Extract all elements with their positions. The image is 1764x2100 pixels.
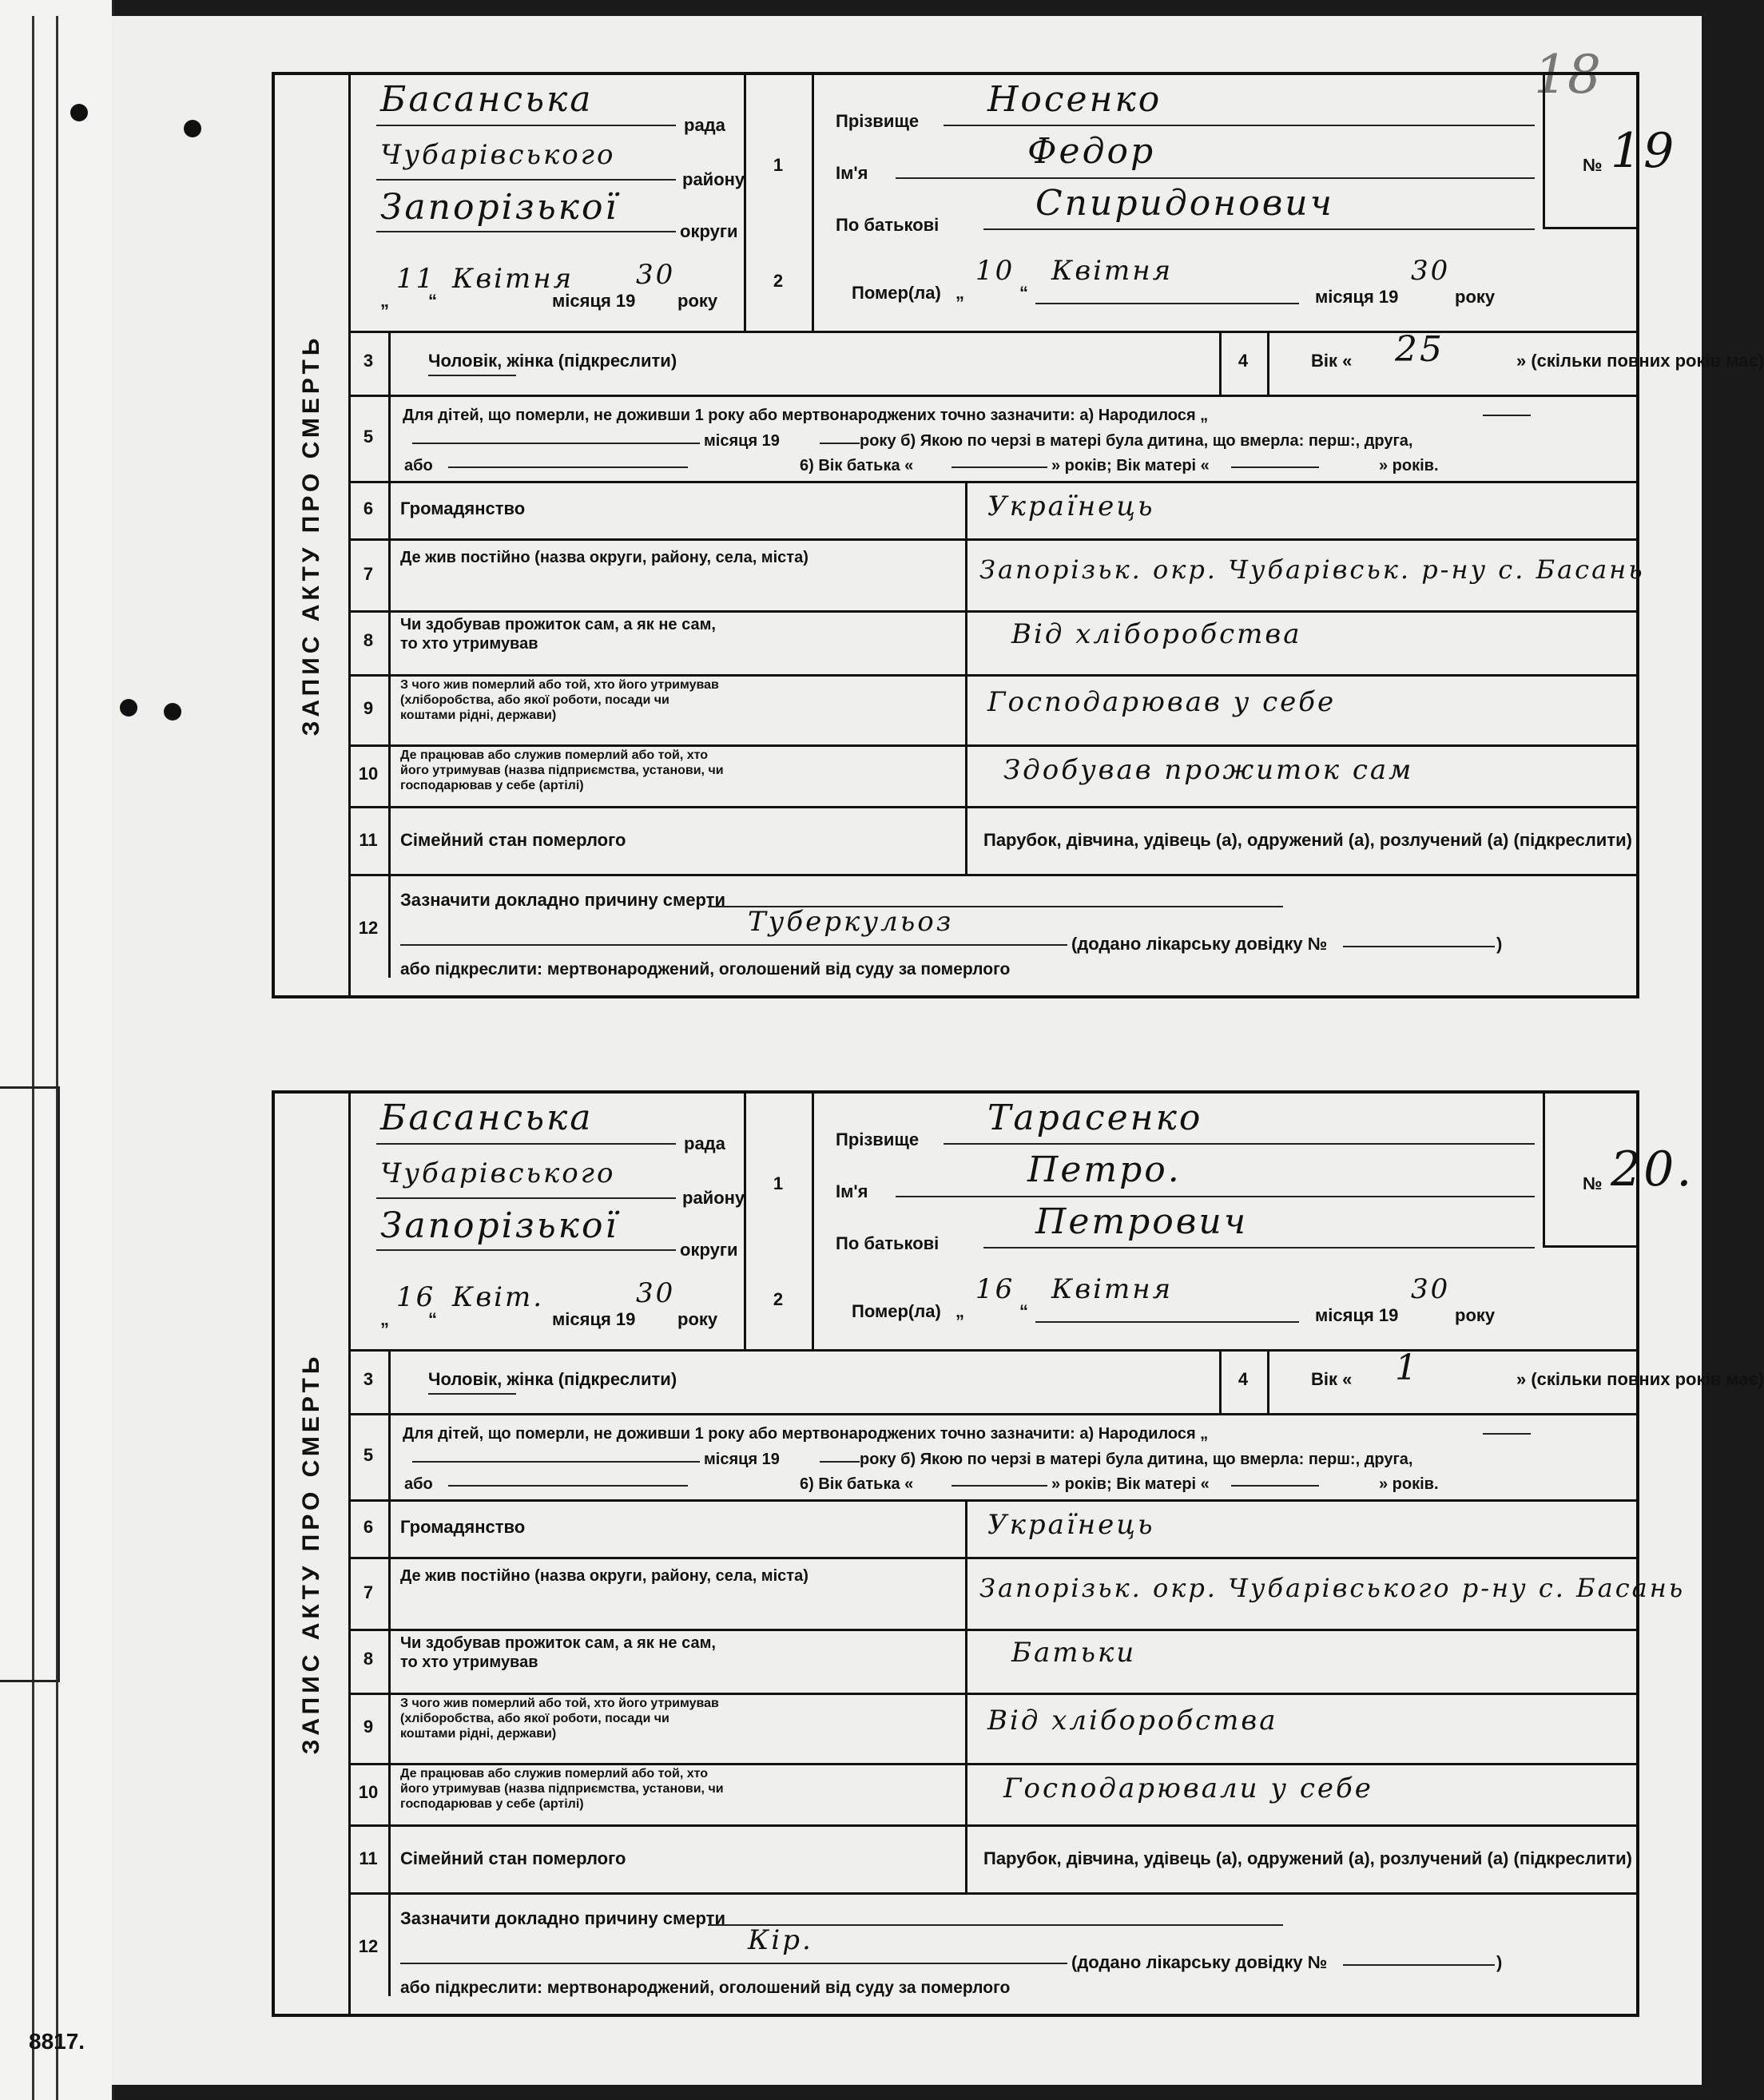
row-number: 3 (363, 351, 374, 371)
children-line-3c: » років; Вік матері « (1051, 1475, 1210, 1493)
grid-rule-horizontal (348, 744, 1636, 747)
grid-rule-vertical (388, 1892, 391, 1996)
grid-rule-horizontal (1543, 227, 1636, 229)
okruha-label: округи (680, 221, 738, 241)
died-misyatsia-label: місяця 19 (1315, 1305, 1399, 1325)
fill-line (376, 231, 676, 232)
fill-line (376, 1197, 676, 1199)
source-handwritten: Господарював у себе (987, 686, 1337, 718)
residence-handwritten: Запорізьк. окр. Чубарівськ. р-ну с. Басань (979, 554, 1645, 585)
cause-label: Зазначити докладно причину смерти (400, 1908, 725, 1928)
punch-hole (184, 120, 201, 137)
fill-line (983, 1247, 1535, 1248)
punch-hole (120, 699, 137, 717)
row-number: 1 (773, 155, 784, 175)
age-handwritten: 25 (1395, 329, 1444, 370)
stillborn-note: або підкреслити: мертвонароджений, оголошений від суду за померлого (400, 1979, 1011, 1997)
punch-hole (164, 703, 181, 721)
row-number: 12 (358, 1936, 379, 1956)
citizenship-handwritten: Українець (987, 1509, 1155, 1541)
surname-label: Прізвище (836, 111, 920, 131)
fill-line (1483, 415, 1531, 416)
livelihood-handwritten: Від хліборобства (1011, 618, 1302, 650)
row-number: 4 (1238, 1369, 1249, 1389)
fill-line (1035, 303, 1299, 304)
grid-rule-horizontal (348, 1824, 1636, 1827)
citizenship-handwritten: Українець (987, 490, 1155, 522)
source-label: З чого жив померлий або той, хто його утримував (хліборобства, або якої роботи, посади чи коштами рідні, держави) (400, 678, 719, 722)
grid-rule-vertical (1543, 1094, 1545, 1245)
row-number: 11 (359, 830, 378, 850)
punch-hole (70, 104, 88, 121)
grid-rule-horizontal (348, 610, 1636, 613)
form-side-title (275, 1094, 351, 2014)
registration-month: Квітня (452, 263, 574, 295)
fill-line (1231, 1485, 1319, 1487)
children-line-2b: року б) Якою по черзі в матері була дитина, що вмерла: перш:, друга, (860, 432, 1413, 450)
fill-line (376, 1143, 676, 1145)
registration-roku-label: року (677, 291, 718, 311)
grid-rule-horizontal (348, 538, 1636, 541)
marital-options: Парубок, дівчина, удівець (а), одружений (а), розлучений (а) (підкреслити) (983, 1848, 1632, 1868)
cause-handwritten: Кір. (748, 1924, 813, 1956)
district-label: району (682, 1188, 745, 1208)
grid-rule-vertical (812, 1094, 814, 1349)
fill-line (944, 1143, 1535, 1145)
children-line-2: місяця 19 (704, 1451, 780, 1468)
grid-rule-horizontal (348, 1499, 1636, 1502)
grid-rule-vertical (1267, 331, 1269, 395)
fill-line (400, 944, 1067, 946)
row-number: 3 (363, 1369, 374, 1389)
marital-label: Сімейний стан померлого (400, 1848, 626, 1868)
row-number: 4 (1238, 351, 1249, 371)
form-text: „ (380, 291, 389, 311)
patronymic-handwritten: Петрович (1035, 1201, 1249, 1242)
grid-rule-horizontal (348, 674, 1636, 677)
grid-rule-horizontal (348, 1693, 1636, 1695)
row-number: 9 (363, 1717, 374, 1737)
sex-label: Чоловік, жінка (підкреслити) (428, 1369, 677, 1389)
citizenship-label: Громадянство (400, 1517, 526, 1537)
form-text: “ (428, 1309, 437, 1329)
record-number-handwritten: 20. (1611, 1141, 1694, 1197)
grid-rule-horizontal (348, 481, 1636, 483)
council-label: рада (684, 1133, 725, 1153)
form-text: ЗАПИС АКТУ ПРО СМЕРТЬ (298, 1352, 324, 1755)
okruha-handwritten: Запорізької (380, 187, 619, 228)
grid-rule-horizontal (348, 1349, 1636, 1352)
row-number: 10 (358, 764, 379, 784)
citizenship-label: Громадянство (400, 498, 526, 518)
registration-roku-label: року (677, 1309, 718, 1329)
fill-line (1343, 1964, 1495, 1966)
children-line-3a: або (404, 457, 433, 474)
died-label: Помер(ла) (852, 283, 941, 303)
died-roku-label: року (1455, 287, 1496, 307)
row-number: 9 (363, 698, 374, 718)
died-label: Помер(ла) (852, 1301, 941, 1321)
binding-strip (0, 0, 114, 2100)
registration-year: 30 (636, 1277, 676, 1309)
row-number: 6 (363, 498, 374, 518)
children-line-3d: » років. (1379, 457, 1439, 474)
record-number-handwritten: 19 (1611, 123, 1677, 179)
fill-line (412, 443, 700, 444)
fill-line (376, 1249, 676, 1251)
children-line-3b: 6) Вік батька « (800, 457, 914, 474)
registration-year: 30 (636, 259, 676, 291)
council-handwritten: Басанська (380, 79, 594, 120)
patronymic-label: По батькові (836, 215, 940, 235)
registration-misyatsia-label: місяця 19 (552, 1309, 636, 1329)
doctor-note: (додано лікарську довідку № (1071, 1952, 1328, 1972)
surname-handwritten: Носенко (987, 79, 1162, 120)
fill-line (1035, 1321, 1299, 1323)
residence-label: Де жив постійно (назва округи, району, села, міста) (400, 1567, 808, 1585)
pencil-folio-number: 18 (1534, 44, 1601, 105)
children-line-1: Для дітей, що померли, не доживши 1 року або мертвонароджених точно зазначити: а) Народилося „ (403, 1425, 1209, 1443)
cause-label: Зазначити докладно причину смерти (400, 890, 725, 910)
underlying-page-edge (0, 1086, 60, 1682)
form-text: “ (428, 291, 437, 311)
patronymic-label: По батькові (836, 1233, 940, 1253)
livelihood-label: Чи здобував прожиток сам, а як не сам, то хто утримував (400, 1634, 716, 1671)
fill-line (983, 228, 1535, 230)
grid-rule-vertical (1267, 1349, 1269, 1413)
died-year-handwritten: 30 (1411, 255, 1451, 287)
district-label: району (682, 169, 745, 189)
grid-rule-horizontal (348, 1892, 1636, 1895)
grid-rule-vertical (1219, 1349, 1222, 1413)
children-line-3b: 6) Вік батька « (800, 1475, 914, 1493)
children-line-3c: » років; Вік матері « (1051, 457, 1210, 474)
age-suffix: » (скільки повних років має) (1516, 351, 1764, 371)
fill-line (1231, 466, 1319, 468)
fill-line (376, 125, 676, 126)
fill-line (820, 443, 860, 444)
form-text: “ (1019, 283, 1028, 303)
doctor-note: (додано лікарську довідку № (1071, 934, 1328, 954)
row-number: 10 (358, 1782, 379, 1802)
fill-line (944, 125, 1535, 126)
row-number: 5 (363, 1445, 374, 1465)
binding-line (56, 16, 58, 2100)
fill-line (952, 1485, 1047, 1487)
work-label: Де працював або служив померлий або той, хто його утримував (назва підприємства, установи, чи господарював у себе (артілі) (400, 1767, 724, 1811)
grid-rule-horizontal (348, 1763, 1636, 1765)
fill-line (1483, 1433, 1531, 1435)
fill-line (448, 1485, 688, 1487)
binding-line (32, 16, 34, 2100)
age-suffix: » (скільки повних років має) (1516, 1369, 1764, 1389)
livelihood-label: Чи здобував прожиток сам, а як не сам, то хто утримував (400, 616, 716, 653)
grid-rule-vertical (965, 481, 967, 874)
form-text: ) (1496, 1952, 1503, 1972)
stillborn-note: або підкреслити: мертвонароджений, оголошений від суду за померлого (400, 960, 1011, 979)
form-text: ЗАПИС АКТУ ПРО СМЕРТЬ (298, 334, 324, 736)
source-handwritten: Від хліборобства (987, 1705, 1278, 1737)
died-year-handwritten: 30 (1411, 1273, 1451, 1305)
row-number: 1 (773, 1173, 784, 1193)
grid-rule-vertical (965, 1499, 967, 1892)
form-text: “ (1019, 1301, 1028, 1321)
grid-rule-horizontal (348, 874, 1636, 876)
surname-label: Прізвище (836, 1129, 920, 1149)
fill-line (428, 375, 516, 376)
form-text: ) (1496, 934, 1503, 954)
patronymic-handwritten: Спиридонович (1035, 183, 1335, 224)
form-side-title (275, 75, 351, 995)
livelihood-handwritten: Батьки (1011, 1637, 1137, 1669)
grid-rule-horizontal (348, 395, 1636, 397)
district-handwritten: Чубарівського (380, 139, 616, 171)
age-handwritten: 1 (1395, 1348, 1420, 1388)
work-handwritten: Господарювали у себе (1003, 1772, 1373, 1804)
name-label: Ім'я (836, 1181, 868, 1201)
died-misyatsia-label: місяця 19 (1315, 287, 1399, 307)
residence-label: Де жив постійно (назва округи, району, села, міста) (400, 549, 808, 566)
residence-handwritten: Запорізьк. окр. Чубарівського р-ну с. Басань (979, 1573, 1686, 1603)
fill-line (400, 1963, 1067, 1964)
form-grid (348, 75, 1764, 995)
row-number: 7 (363, 564, 374, 584)
row-number: 12 (358, 918, 379, 938)
grid-rule-horizontal (348, 1629, 1636, 1631)
form-text: „ (956, 1301, 964, 1321)
row-number: 8 (363, 630, 374, 650)
work-handwritten: Здобував прожиток сам (1003, 754, 1414, 786)
row-number: 6 (363, 1517, 374, 1537)
record-number-label: № (1583, 155, 1603, 175)
work-label: Де працював або служив померлий або той, хто його утримував (назва підприємства, установи, чи господарював у себе (артілі) (400, 748, 724, 792)
registration-day: 16 (396, 1281, 436, 1313)
fill-line (428, 1393, 516, 1395)
grid-rule-vertical (1219, 331, 1222, 395)
died-month-handwritten: Квітня (1051, 1273, 1174, 1305)
row-number: 7 (363, 1582, 374, 1602)
archive-stamp: 8817. (29, 2029, 85, 2054)
okruha-label: округи (680, 1240, 738, 1260)
registration-misyatsia-label: місяця 19 (552, 291, 636, 311)
grid-rule-horizontal (348, 1557, 1636, 1559)
death-record-form-2 (272, 1090, 1764, 2017)
okruha-handwritten: Запорізької (380, 1205, 619, 1246)
grid-rule-vertical (388, 331, 391, 874)
fill-line (376, 179, 676, 181)
children-line-2b: року б) Якою по черзі в матері була дитина, що вмерла: перш:, друга, (860, 1451, 1413, 1468)
died-month-handwritten: Квітня (1051, 255, 1174, 287)
form-text: „ (956, 283, 964, 303)
surname-handwritten: Тарасенко (987, 1098, 1203, 1138)
grid-rule-vertical (1543, 75, 1545, 227)
grid-rule-horizontal (348, 806, 1636, 808)
fill-line (448, 466, 688, 468)
fill-line (1343, 946, 1495, 947)
source-label: З чого жив померлий або той, хто його утримував (хліборобства, або якої роботи, посади чи коштами рідні, держави) (400, 1697, 719, 1741)
council-label: рада (684, 115, 725, 135)
marital-label: Сімейний стан померлого (400, 830, 626, 850)
fill-line (896, 1196, 1535, 1197)
registration-day: 11 (396, 263, 436, 295)
grid-rule-vertical (388, 1349, 391, 1892)
children-line-2: місяця 19 (704, 432, 780, 450)
grid-rule-vertical (744, 1094, 746, 1349)
district-handwritten: Чубарівського (380, 1157, 616, 1189)
registration-month: Квіт. (452, 1281, 545, 1313)
record-number-label: № (1583, 1173, 1603, 1193)
children-line-3d: » років. (1379, 1475, 1439, 1493)
died-day-handwritten: 16 (975, 1273, 1015, 1305)
grid-rule-vertical (812, 75, 814, 331)
fill-line (820, 1461, 860, 1463)
marital-options: Парубок, дівчина, удівець (а), одружений (а), розлучений (а) (підкреслити) (983, 830, 1632, 850)
form-grid (348, 1094, 1764, 2014)
row-number: 2 (773, 271, 784, 291)
fill-line (412, 1461, 700, 1463)
sex-label: Чоловік, жінка (підкреслити) (428, 351, 677, 371)
grid-rule-horizontal (1543, 1245, 1636, 1248)
row-number: 8 (363, 1649, 374, 1669)
row-number: 2 (773, 1289, 784, 1309)
grid-rule-vertical (388, 874, 391, 978)
fill-line (896, 177, 1535, 179)
name-handwritten: Федор (1027, 131, 1156, 172)
age-label: Вік « (1311, 351, 1353, 371)
name-label: Ім'я (836, 163, 868, 183)
died-day-handwritten: 10 (975, 255, 1015, 287)
form-text: „ (380, 1309, 389, 1329)
grid-rule-vertical (744, 75, 746, 331)
grid-rule-horizontal (348, 1413, 1636, 1415)
row-number: 5 (363, 427, 374, 447)
children-line-3a: або (404, 1475, 433, 1493)
children-line-1: Для дітей, що померли, не доживши 1 року або мертвонароджених точно зазначити: а) Народилося „ (403, 407, 1209, 424)
row-number: 11 (359, 1848, 378, 1868)
council-handwritten: Басанська (380, 1098, 594, 1138)
name-handwritten: Петро. (1027, 1149, 1182, 1190)
died-roku-label: року (1455, 1305, 1496, 1325)
death-record-form-1 (272, 72, 1764, 998)
fill-line (952, 466, 1047, 468)
cause-handwritten: Туберкульоз (748, 906, 954, 938)
age-label: Вік « (1311, 1369, 1353, 1389)
